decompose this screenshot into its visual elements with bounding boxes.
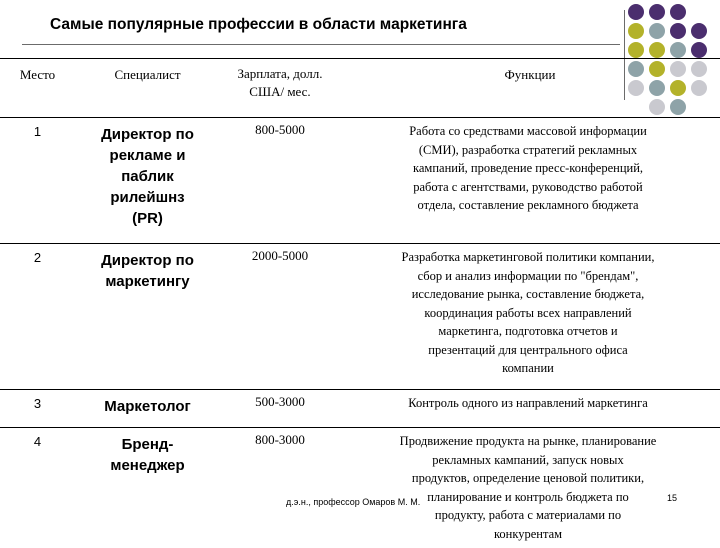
page-title: Самые популярные профессии в области маркетинга (50, 16, 467, 33)
specialist-line: паблик (121, 168, 174, 185)
function-line: продуктов, определение ценовой политики, (411, 471, 645, 485)
function-line: исследование рынка, составление бюджета, (411, 287, 645, 301)
table-row (0, 118, 720, 244)
function-line: рекламных кампаний, запуск новых (432, 452, 624, 467)
row-functions (340, 390, 720, 428)
specialist-line: рилейшнз (110, 189, 185, 206)
specialist-line: маркетингу (105, 273, 190, 290)
header-salary-line1: Зарплата, долл. (237, 66, 323, 81)
function-line: компании (502, 361, 554, 375)
row-salary: 2000-5000 (220, 244, 340, 390)
row-salary: 800-3000 (220, 428, 340, 548)
table-row (0, 428, 720, 548)
function-line: планирование и контроль бюджета по (427, 489, 629, 504)
row-salary: 800-5000 (220, 118, 340, 244)
function-line: (СМИ), разработка стратегий рекламных (418, 142, 638, 157)
table-row (0, 244, 720, 390)
row-specialist (75, 118, 220, 244)
function-line: Контроль одного из направлений маркетинга (408, 396, 648, 410)
table-header-row (0, 59, 720, 118)
specialist-line: (PR) (132, 210, 163, 227)
decorative-dot (691, 23, 707, 39)
function-line: координация работы всех направлений (424, 305, 632, 320)
specialist-line: менеджер (110, 457, 185, 474)
header-place: Место (0, 59, 75, 118)
page-number: 15 (667, 493, 678, 503)
row-place: 4 (0, 428, 75, 548)
specialist-line: Бренд- (121, 436, 174, 453)
row-functions (340, 244, 720, 390)
decorative-dot (649, 23, 665, 39)
function-line: работа с агентствами, руководство работой (413, 179, 643, 194)
row-place: 3 (0, 390, 75, 428)
decorative-dot (670, 4, 686, 20)
function-line: продукту, работа с материалами по (434, 508, 622, 522)
row-place: 2 (0, 244, 75, 390)
author-note: д.э.н., профессор Омаров М. М. (286, 497, 421, 507)
function-line: конкурентам (493, 526, 563, 541)
header-specialist: Специалист (75, 59, 220, 118)
title-underline (22, 44, 620, 45)
specialist-line: рекламе и (109, 147, 186, 164)
professions-table (0, 58, 720, 548)
decorative-dot (649, 42, 665, 58)
function-line: отдела, составление рекламного бюджета (417, 198, 639, 212)
row-specialist (75, 244, 220, 390)
decorative-dot (691, 42, 707, 58)
decorative-dot (670, 23, 686, 39)
function-line: Разработка маркетинговой политики компании, (401, 250, 655, 264)
function-line: Продвижение продукта на рынке, планирование (399, 434, 657, 448)
specialist-line: Директор по (101, 252, 194, 269)
row-specialist (75, 390, 220, 428)
specialist-line: Маркетолог (104, 398, 191, 415)
header-functions: Функции (340, 59, 720, 118)
decorative-dot (649, 4, 665, 20)
decorative-dot (628, 42, 644, 58)
function-line: презентаций для центрального офиса (428, 342, 628, 357)
row-functions (340, 118, 720, 244)
row-place: 1 (0, 118, 75, 244)
row-functions (340, 428, 720, 548)
decorative-dot (628, 23, 644, 39)
decorative-dot (628, 4, 644, 20)
header-salary-line2: США/ мес. (249, 84, 311, 99)
specialist-line: Директор по (101, 126, 194, 143)
table-row (0, 390, 720, 428)
function-line: кампаний, проведение пресс-конференций, (412, 161, 644, 175)
decorative-dot (670, 42, 686, 58)
header-salary (220, 59, 340, 118)
row-specialist (75, 428, 220, 548)
function-line: маркетинга, подготовка отчетов и (438, 324, 618, 338)
function-line: сбор и анализ информации по "брендам", (417, 268, 639, 283)
row-salary: 500-3000 (220, 390, 340, 428)
function-line: Работа со средствами массовой информации (409, 124, 647, 138)
